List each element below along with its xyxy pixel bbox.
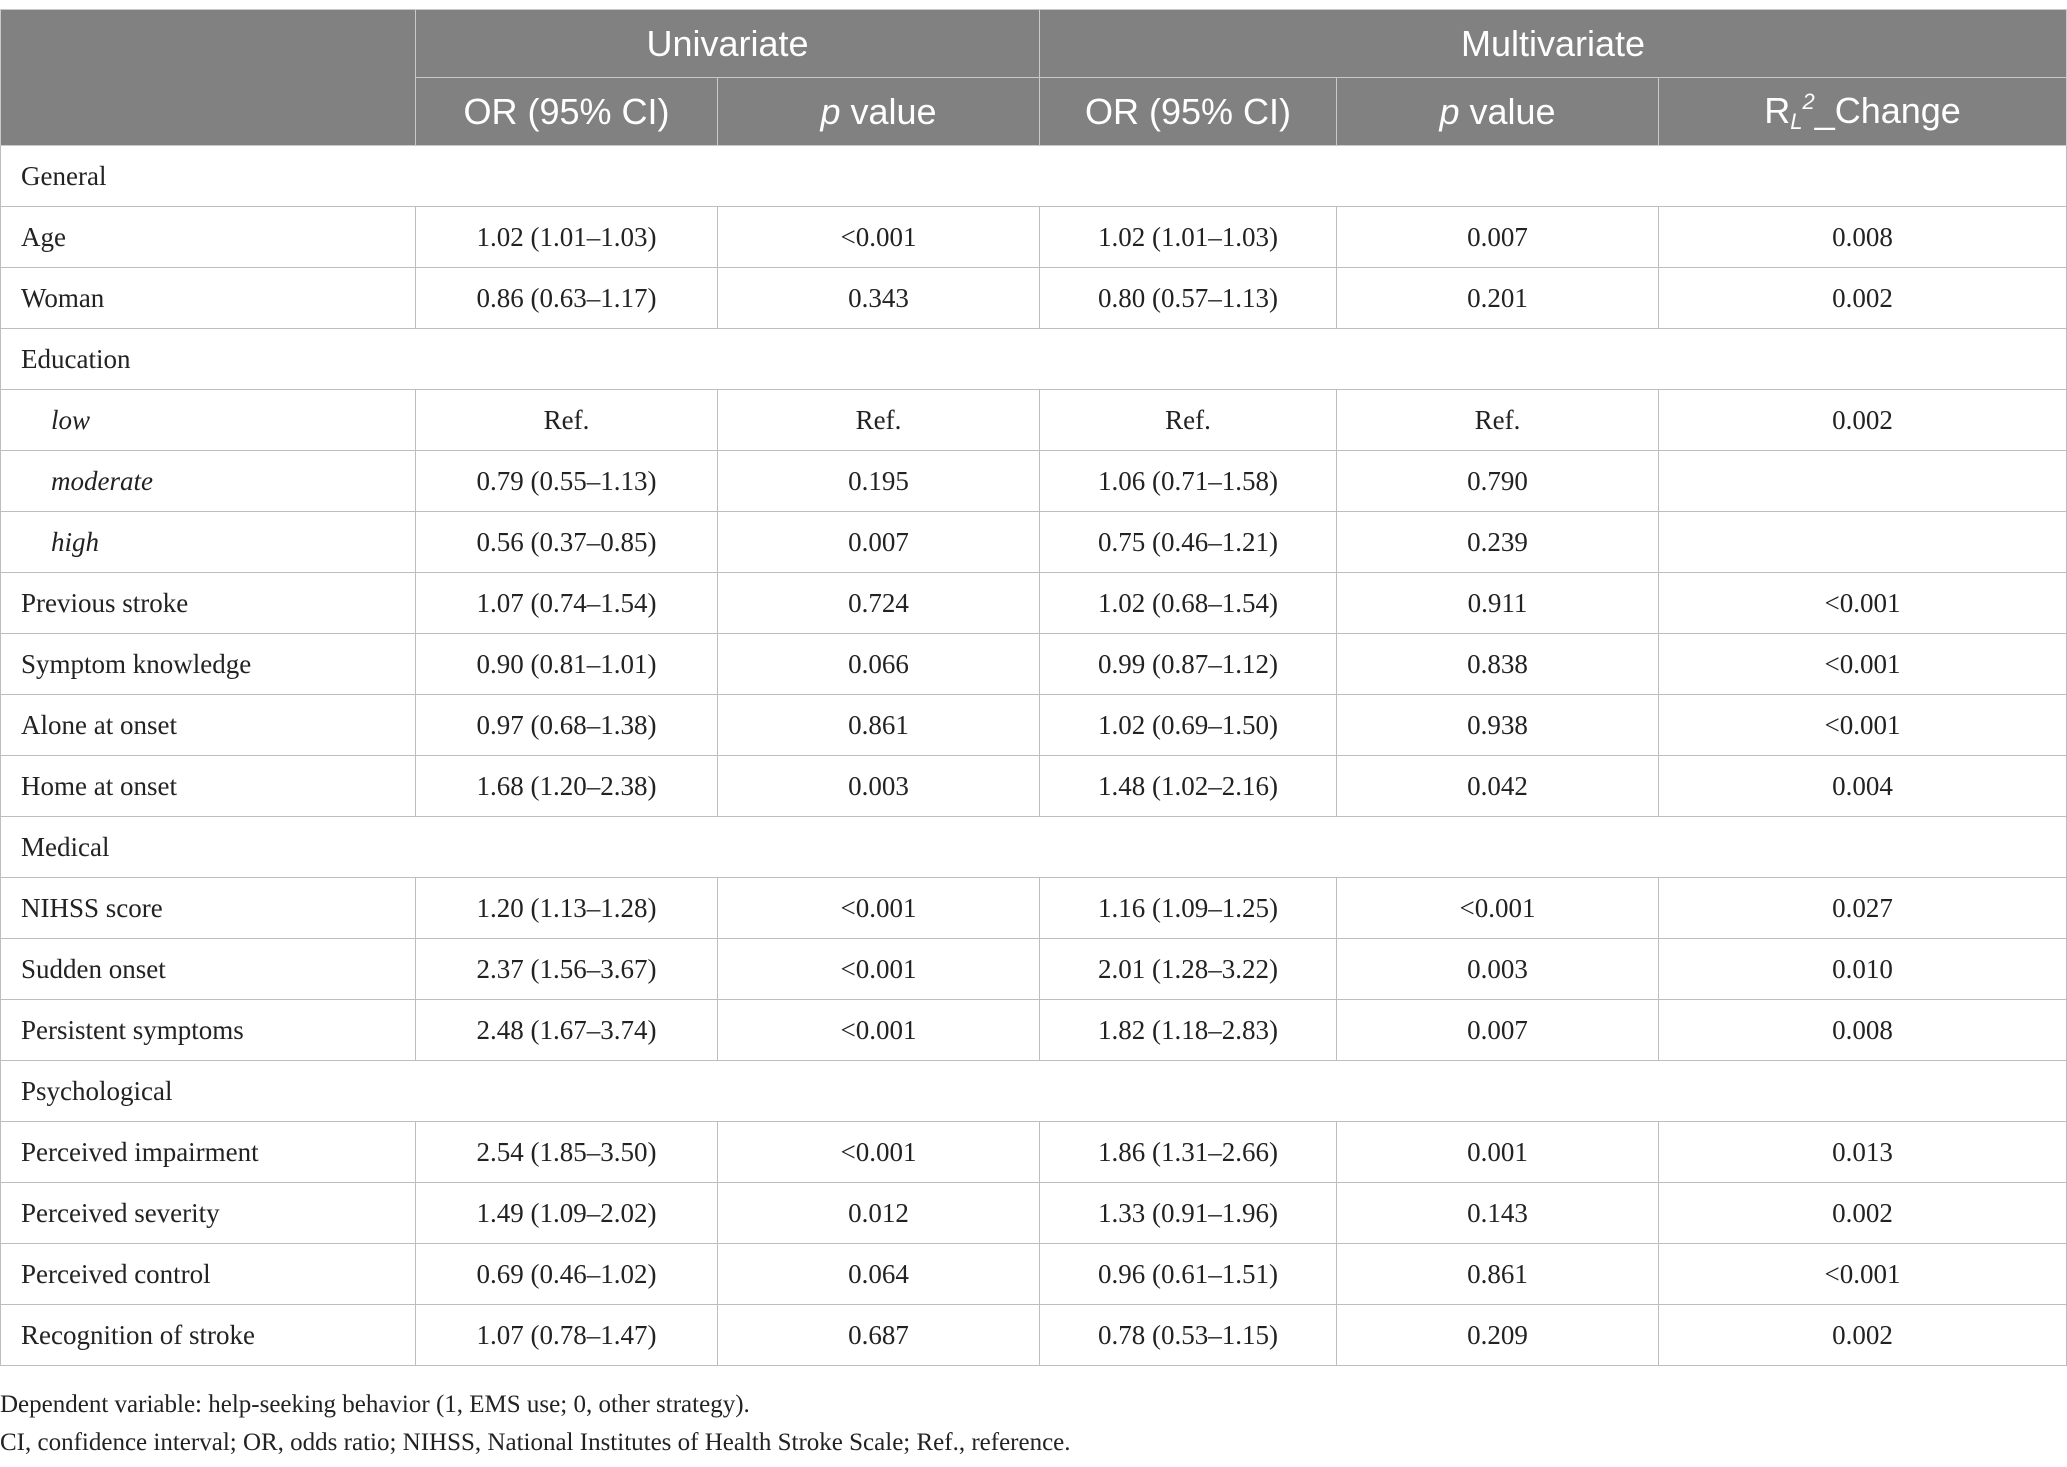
cell-multivariate-p: 0.209 — [1337, 1305, 1659, 1366]
cell-rl2-change: 0.002 — [1659, 390, 2067, 451]
cell-univariate-or: 0.69 (0.46–1.02) — [416, 1244, 718, 1305]
cell-univariate-or: 2.37 (1.56–3.67) — [416, 939, 718, 1000]
table-row — [1, 878, 2067, 939]
table-row — [1, 756, 2067, 817]
header-multi-p-rest: value — [1459, 90, 1556, 132]
cell-univariate-p: 0.687 — [718, 1305, 1040, 1366]
cell-multivariate-p: 0.143 — [1337, 1183, 1659, 1244]
cell-multivariate-p: 0.007 — [1337, 1000, 1659, 1061]
header-multi-or: OR (95% CI) — [1040, 78, 1337, 146]
cell-multivariate-p: 0.007 — [1337, 207, 1659, 268]
table-row — [1, 1000, 2067, 1061]
cell-multivariate-or: 1.82 (1.18–2.83) — [1040, 1000, 1337, 1061]
cell-univariate-or: 1.07 (0.74–1.54) — [416, 573, 718, 634]
cell-univariate-p: 0.064 — [718, 1244, 1040, 1305]
table-row — [1, 1122, 2067, 1183]
header-blank-cell — [1, 10, 416, 146]
table-row — [1, 695, 2067, 756]
cell-univariate-or: 0.97 (0.68–1.38) — [416, 695, 718, 756]
cell-multivariate-or: 1.16 (1.09–1.25) — [1040, 878, 1337, 939]
cell-rl2-change: 0.027 — [1659, 878, 2067, 939]
cell-rl2-change: 0.004 — [1659, 756, 2067, 817]
cell-univariate-p: 0.066 — [718, 634, 1040, 695]
header-rl2-change — [1659, 78, 2067, 146]
cell-rl2-change: <0.001 — [1659, 573, 2067, 634]
cell-multivariate-p: 0.838 — [1337, 634, 1659, 695]
cell-multivariate-or: 1.02 (0.69–1.50) — [1040, 695, 1337, 756]
cell-univariate-or: 1.49 (1.09–2.02) — [416, 1183, 718, 1244]
header-multi-p — [1337, 78, 1659, 146]
row-label: Previous stroke — [1, 573, 416, 634]
cell-univariate-p: <0.001 — [718, 878, 1040, 939]
row-label: moderate — [1, 451, 416, 512]
cell-rl2-change: 0.002 — [1659, 268, 2067, 329]
header-rl2-sub: L — [1790, 108, 1803, 134]
cell-multivariate-or: 0.96 (0.61–1.51) — [1040, 1244, 1337, 1305]
cell-multivariate-or: 0.75 (0.46–1.21) — [1040, 512, 1337, 573]
cell-multivariate-p: Ref. — [1337, 390, 1659, 451]
cell-rl2-change: <0.001 — [1659, 1244, 2067, 1305]
section-row — [1, 817, 2067, 878]
cell-univariate-p: 0.195 — [718, 451, 1040, 512]
table-body — [1, 146, 2067, 1366]
cell-univariate-or: 0.79 (0.55–1.13) — [416, 451, 718, 512]
cell-univariate-or: 1.20 (1.13–1.28) — [416, 878, 718, 939]
cell-multivariate-or: 0.78 (0.53–1.15) — [1040, 1305, 1337, 1366]
cell-rl2-change: 0.008 — [1659, 1000, 2067, 1061]
cell-rl2-change: 0.013 — [1659, 1122, 2067, 1183]
table-row — [1, 573, 2067, 634]
cell-univariate-or: 0.90 (0.81–1.01) — [416, 634, 718, 695]
header-uni-p-italic: p — [820, 90, 841, 132]
cell-multivariate-p: <0.001 — [1337, 878, 1659, 939]
table-row — [1, 1305, 2067, 1366]
row-label: Age — [1, 207, 416, 268]
cell-rl2-change — [1659, 451, 2067, 512]
header-univariate: Univariate — [416, 10, 1040, 78]
row-label: Home at onset — [1, 756, 416, 817]
table-row — [1, 939, 2067, 1000]
cell-univariate-p: 0.003 — [718, 756, 1040, 817]
section-label: Psychological — [1, 1061, 2067, 1122]
row-label: Perceived impairment — [1, 1122, 416, 1183]
header-multi-p-italic: p — [1439, 90, 1460, 132]
header-uni-or: OR (95% CI) — [416, 78, 718, 146]
cell-rl2-change: <0.001 — [1659, 634, 2067, 695]
header-uni-p-rest: value — [840, 90, 937, 132]
cell-multivariate-or: 1.33 (0.91–1.96) — [1040, 1183, 1337, 1244]
cell-rl2-change: 0.008 — [1659, 207, 2067, 268]
cell-univariate-or: 1.68 (1.20–2.38) — [416, 756, 718, 817]
cell-univariate-p: <0.001 — [718, 1000, 1040, 1061]
header-multivariate: Multivariate — [1040, 10, 2067, 78]
table-row — [1, 1183, 2067, 1244]
cell-univariate-p: <0.001 — [718, 1122, 1040, 1183]
table-row — [1, 634, 2067, 695]
cell-univariate-or: Ref. — [416, 390, 718, 451]
row-label: Symptom knowledge — [1, 634, 416, 695]
table-container — [0, 9, 2066, 1366]
cell-multivariate-p: 0.911 — [1337, 573, 1659, 634]
header-rl2-r: R — [1764, 89, 1791, 131]
cell-multivariate-or: 1.02 (1.01–1.03) — [1040, 207, 1337, 268]
cell-multivariate-or: Ref. — [1040, 390, 1337, 451]
cell-rl2-change: 0.010 — [1659, 939, 2067, 1000]
section-row — [1, 1061, 2067, 1122]
footnotes — [0, 1386, 1071, 1462]
cell-univariate-or: 0.56 (0.37–0.85) — [416, 512, 718, 573]
cell-multivariate-p: 0.042 — [1337, 756, 1659, 817]
table-row — [1, 268, 2067, 329]
cell-multivariate-or: 1.86 (1.31–2.66) — [1040, 1122, 1337, 1183]
row-label: NIHSS score — [1, 878, 416, 939]
cell-univariate-p: 0.724 — [718, 573, 1040, 634]
section-label: General — [1, 146, 2067, 207]
cell-univariate-p: Ref. — [718, 390, 1040, 451]
cell-rl2-change: <0.001 — [1659, 695, 2067, 756]
cell-multivariate-p: 0.001 — [1337, 1122, 1659, 1183]
cell-multivariate-p: 0.201 — [1337, 268, 1659, 329]
row-label: low — [1, 390, 416, 451]
cell-multivariate-or: 1.48 (1.02–2.16) — [1040, 756, 1337, 817]
cell-multivariate-or: 2.01 (1.28–3.22) — [1040, 939, 1337, 1000]
cell-multivariate-p: 0.938 — [1337, 695, 1659, 756]
cell-multivariate-p: 0.003 — [1337, 939, 1659, 1000]
row-label: Perceived control — [1, 1244, 416, 1305]
row-label: Persistent symptoms — [1, 1000, 416, 1061]
row-label: Woman — [1, 268, 416, 329]
header-row-group — [1, 10, 2067, 78]
cell-multivariate-or: 1.06 (0.71–1.58) — [1040, 451, 1337, 512]
cell-univariate-p: 0.012 — [718, 1183, 1040, 1244]
cell-multivariate-or: 1.02 (0.68–1.54) — [1040, 573, 1337, 634]
cell-univariate-or: 2.48 (1.67–3.74) — [416, 1000, 718, 1061]
cell-multivariate-p: 0.239 — [1337, 512, 1659, 573]
cell-univariate-p: <0.001 — [718, 207, 1040, 268]
cell-univariate-or: 0.86 (0.63–1.17) — [416, 268, 718, 329]
cell-rl2-change: 0.002 — [1659, 1305, 2067, 1366]
row-label: Sudden onset — [1, 939, 416, 1000]
row-label: high — [1, 512, 416, 573]
cell-multivariate-or: 0.80 (0.57–1.13) — [1040, 268, 1337, 329]
row-label: Recognition of stroke — [1, 1305, 416, 1366]
header-rl2-rest: _Change — [1814, 89, 1961, 131]
header-uni-p — [718, 78, 1040, 146]
footnote-dependent-variable: Dependent variable: help-seeking behavior (1, EMS use; 0, other strategy). — [0, 1391, 750, 1418]
header-rl2-sup: 2 — [1802, 88, 1815, 114]
table-row — [1, 512, 2067, 573]
cell-univariate-p: 0.861 — [718, 695, 1040, 756]
cell-multivariate-p: 0.790 — [1337, 451, 1659, 512]
section-label: Education — [1, 329, 2067, 390]
section-row — [1, 146, 2067, 207]
cell-univariate-p: 0.007 — [718, 512, 1040, 573]
cell-rl2-change — [1659, 512, 2067, 573]
table-row — [1, 207, 2067, 268]
footnote-abbreviations: CI, confidence interval; OR, odds ratio; NIHSS, National Institutes of Health Stroke Scale; Ref., reference. — [0, 1429, 1071, 1456]
row-label: Perceived severity — [1, 1183, 416, 1244]
cell-univariate-p: 0.343 — [718, 268, 1040, 329]
section-label: Medical — [1, 817, 2067, 878]
cell-univariate-or: 1.02 (1.01–1.03) — [416, 207, 718, 268]
cell-univariate-or: 1.07 (0.78–1.47) — [416, 1305, 718, 1366]
section-row — [1, 329, 2067, 390]
cell-univariate-p: <0.001 — [718, 939, 1040, 1000]
cell-univariate-or: 2.54 (1.85–3.50) — [416, 1122, 718, 1183]
table-row — [1, 451, 2067, 512]
table-row — [1, 1244, 2067, 1305]
results-table — [0, 9, 2067, 1366]
row-label: Alone at onset — [1, 695, 416, 756]
cell-multivariate-p: 0.861 — [1337, 1244, 1659, 1305]
cell-multivariate-or: 0.99 (0.87–1.12) — [1040, 634, 1337, 695]
table-row — [1, 390, 2067, 451]
cell-rl2-change: 0.002 — [1659, 1183, 2067, 1244]
